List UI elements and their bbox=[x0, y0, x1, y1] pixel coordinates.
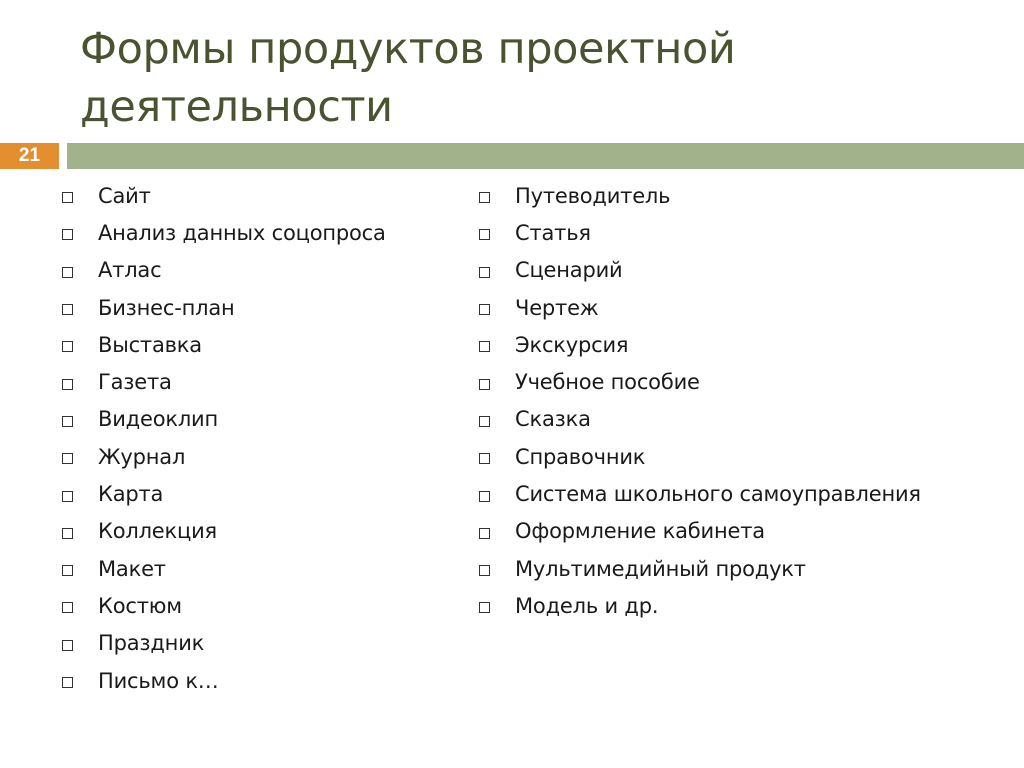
list-item-label: Мультимедийный продукт bbox=[515, 556, 806, 581]
list-item-label: Модель и др. bbox=[515, 593, 659, 618]
checkbox-square-icon bbox=[479, 602, 490, 613]
list-item-label: Бизнес-план bbox=[98, 295, 235, 320]
slide-title-line-2: деятельности bbox=[80, 82, 393, 132]
checkbox-square-icon bbox=[479, 491, 490, 502]
checkbox-square-icon bbox=[479, 453, 490, 464]
checkbox-square-icon bbox=[62, 565, 73, 576]
list-item bbox=[479, 214, 1019, 251]
list-item bbox=[479, 587, 1019, 624]
list-item bbox=[62, 438, 462, 475]
checkbox-square-icon bbox=[62, 267, 73, 278]
list-item-label: Статья bbox=[515, 220, 591, 245]
list-item bbox=[479, 513, 1019, 550]
list-item-label: Газета bbox=[98, 370, 172, 395]
checkbox-square-icon bbox=[479, 304, 490, 315]
checkbox-square-icon bbox=[62, 192, 73, 203]
checkbox-square-icon bbox=[62, 229, 73, 240]
left-bullet-list bbox=[62, 177, 462, 699]
checkbox-square-icon bbox=[62, 341, 73, 352]
list-item bbox=[479, 326, 1019, 363]
checkbox-square-icon bbox=[62, 640, 73, 651]
list-item bbox=[62, 625, 462, 662]
list-item-label: Анализ данных соцопроса bbox=[98, 220, 386, 245]
list-item-label: Сценарий bbox=[515, 258, 623, 283]
list-item-label: Видеоклип bbox=[98, 407, 219, 432]
slide-title bbox=[80, 20, 980, 136]
list-item-label: Коллекция bbox=[98, 519, 217, 544]
list-item bbox=[62, 252, 462, 289]
list-item-label: Чертеж bbox=[515, 295, 599, 320]
list-item bbox=[62, 289, 462, 326]
checkbox-square-icon bbox=[479, 565, 490, 576]
list-item bbox=[479, 438, 1019, 475]
list-item bbox=[62, 401, 462, 438]
list-item bbox=[62, 326, 462, 363]
checkbox-square-icon bbox=[62, 304, 73, 315]
list-item bbox=[479, 401, 1019, 438]
list-item bbox=[479, 550, 1019, 587]
list-item bbox=[62, 662, 462, 699]
title-divider-bar bbox=[67, 143, 1024, 169]
checkbox-square-icon bbox=[479, 379, 490, 390]
list-item-label: Костюм bbox=[98, 593, 182, 618]
list-item-label: Сказка bbox=[515, 407, 591, 432]
list-item-label: Макет bbox=[98, 556, 166, 581]
list-item bbox=[62, 550, 462, 587]
checkbox-square-icon bbox=[479, 267, 490, 278]
checkbox-square-icon bbox=[62, 379, 73, 390]
list-item bbox=[479, 252, 1019, 289]
slide-number-badge: 21 bbox=[0, 143, 59, 169]
checkbox-square-icon bbox=[479, 416, 490, 427]
checkbox-square-icon bbox=[62, 453, 73, 464]
checkbox-square-icon bbox=[479, 528, 490, 539]
list-item bbox=[479, 475, 1019, 512]
list-item bbox=[62, 214, 462, 251]
list-item-label: Карта bbox=[98, 482, 164, 507]
checkbox-square-icon bbox=[62, 677, 73, 688]
list-item bbox=[479, 177, 1019, 214]
list-item-label: Журнал bbox=[98, 444, 186, 469]
list-item bbox=[62, 513, 462, 550]
list-item-label: Сайт bbox=[98, 183, 151, 208]
checkbox-square-icon bbox=[62, 416, 73, 427]
list-item bbox=[62, 587, 462, 624]
checkbox-square-icon bbox=[479, 229, 490, 240]
checkbox-square-icon bbox=[479, 192, 490, 203]
list-item-label: Выставка bbox=[98, 332, 202, 357]
list-item-label: Оформление кабинета bbox=[515, 519, 765, 544]
list-item-label: Письмо к… bbox=[98, 668, 219, 693]
checkbox-square-icon bbox=[62, 491, 73, 502]
slide-title-line-1: Формы продуктов проектной bbox=[80, 24, 736, 74]
list-item bbox=[62, 475, 462, 512]
list-item-label: Справочник bbox=[515, 444, 646, 469]
list-item-label: Учебное пособие bbox=[515, 370, 700, 395]
list-item bbox=[479, 289, 1019, 326]
list-item-label: Путеводитель bbox=[515, 183, 671, 208]
list-item bbox=[479, 363, 1019, 400]
checkbox-square-icon bbox=[62, 602, 73, 613]
list-item-label: Система школьного самоуправления bbox=[515, 482, 921, 507]
right-bullet-list bbox=[479, 177, 1019, 625]
list-item-label: Экскурсия bbox=[515, 332, 629, 357]
checkbox-square-icon bbox=[479, 341, 490, 352]
list-item bbox=[62, 177, 462, 214]
checkbox-square-icon bbox=[62, 528, 73, 539]
list-item bbox=[62, 363, 462, 400]
list-item-label: Праздник bbox=[98, 631, 205, 656]
list-item-label: Атлас bbox=[98, 258, 162, 283]
